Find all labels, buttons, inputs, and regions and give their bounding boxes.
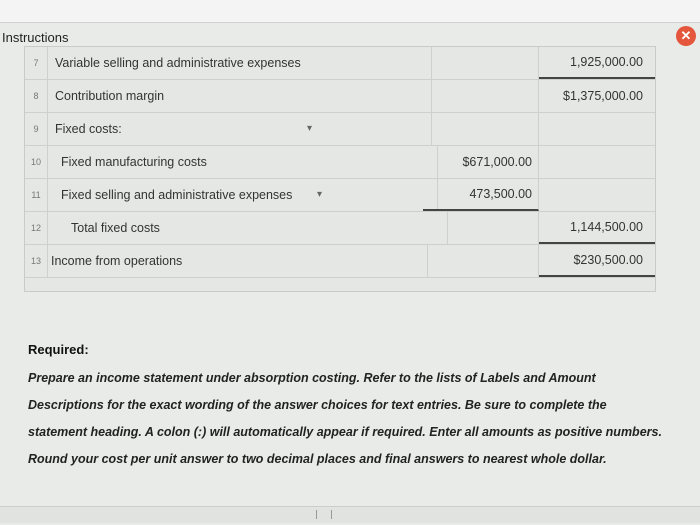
table-row [25,146,655,179]
label-cell[interactable]: Fixed selling and administrative expenses [47,179,438,211]
amount-cell-a[interactable] [423,80,539,112]
income-statement-grid [24,46,656,292]
horizontal-scrollbar[interactable] [0,506,700,523]
label-cell[interactable]: Variable selling and administrative expenses [47,47,432,79]
instruction-line: Round your cost per unit answer to two decimal places and final answers to nearest whole dollar. [28,452,607,466]
row-number: 12 [25,212,48,244]
table-row [25,212,655,245]
row-number: 11 [25,179,48,211]
row-number: 8 [25,80,48,112]
dropdown-arrow-icon[interactable]: ▾ [317,189,323,200]
label-cell[interactable]: Total fixed costs [47,212,448,244]
table-row [25,80,655,113]
amount-cell-b[interactable]: $1,375,000.00 [563,89,643,103]
table-row [25,179,655,212]
required-section [28,342,678,473]
instruction-line: statement heading. A colon (:) will automatically appear if required. Enter all amounts as positive numbers. [28,425,662,439]
instruction-line: Descriptions for the exact wording of the answer choices for text entries. Be sure to complete the [28,398,607,412]
label-cell[interactable]: Contribution margin [47,80,432,112]
row-number: 7 [25,47,48,79]
table-row [25,245,655,278]
label-cell[interactable]: Income from operations [47,245,428,277]
required-heading: Required: [28,342,89,357]
amount-cell-b[interactable] [539,146,655,178]
label-cell[interactable]: Fixed costs: [47,113,432,145]
amount-cell-a[interactable] [423,245,539,277]
table-row [25,113,655,146]
table-row [25,47,655,80]
row-number: 10 [25,146,48,178]
amount-cell-b[interactable]: 1,144,500.00 [539,212,655,244]
amount-cell-a[interactable] [423,113,539,145]
scroll-grip-icon[interactable] [316,510,332,519]
amount-cell-b[interactable]: $230,500.00 [539,245,655,277]
label-cell[interactable]: Fixed manufacturing costs [47,146,438,178]
amount-cell-b[interactable]: 1,925,000.00 [539,47,655,79]
dropdown-arrow-icon[interactable]: ▾ [307,123,313,134]
amount-cell-a[interactable] [423,47,539,79]
close-icon: ✕ [680,28,692,43]
instruction-line: Prepare an income statement under absorption costing. Refer to the lists of Labels and Amount [28,371,596,385]
close-button[interactable] [676,26,696,46]
amount-cell-a[interactable]: $671,000.00 [423,146,539,178]
amount-cell-b[interactable] [539,179,655,211]
amount-cell-a[interactable]: 473,500.00 [423,179,539,211]
row-number: 9 [25,113,48,145]
amount-cell-a[interactable] [423,212,539,244]
instructions-tab[interactable]: Instructions [2,30,69,45]
top-toolbar [0,0,700,23]
amount-cell-b[interactable] [539,113,655,145]
row-number: 13 [25,245,48,277]
